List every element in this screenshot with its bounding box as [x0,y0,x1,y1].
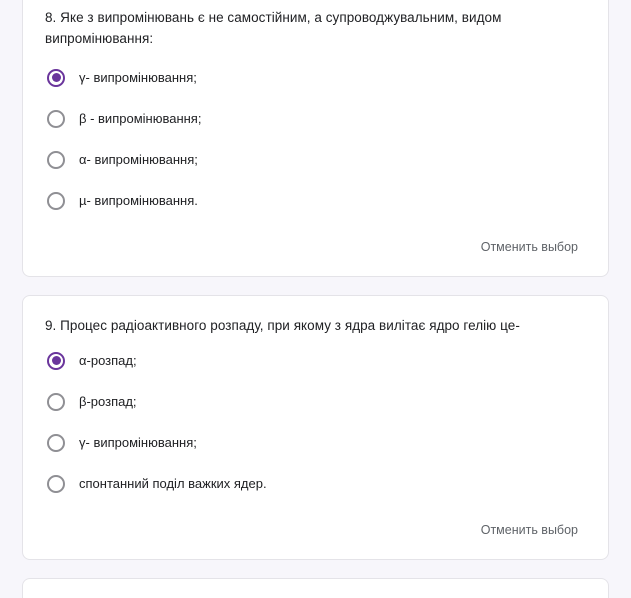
radio-button[interactable] [47,110,65,128]
option-label: β - випромінювання; [79,110,202,126]
option-row[interactable] [45,343,586,379]
options-group-9 [45,343,586,502]
radio-button-selected[interactable] [47,352,65,370]
radio-button[interactable] [47,192,65,210]
option-row[interactable] [45,384,586,420]
option-row[interactable] [45,60,586,96]
clear-selection-button[interactable]: Отменить выбор [473,234,586,260]
option-row[interactable] [45,142,586,178]
option-label: γ- випромінювання; [79,69,197,85]
option-label: α-розпад; [79,352,137,368]
option-label: γ- випромінювання; [79,434,197,450]
radio-button-selected[interactable] [47,69,65,87]
option-row[interactable] [45,425,586,461]
option-label: спонтанний поділ важких ядер. [79,475,267,491]
radio-button[interactable] [47,475,65,493]
option-row[interactable] [45,101,586,137]
next-question-card-partial [22,578,609,598]
question-card-8 [22,0,609,277]
card-footer [45,224,586,266]
question-text: 8. Яке з випромінювань є не самостійним, а супроводжувальним, видом випромінювання: [45,10,502,46]
option-row[interactable] [45,466,586,502]
option-label: µ- випромінювання. [79,192,198,208]
option-label: α- випромінювання; [79,151,198,167]
option-row[interactable] [45,183,586,219]
question-text: 9. Процес радіоактивного розпаду, при якому з ядра вилітає ядро гелію це- [45,317,520,333]
radio-button[interactable] [47,151,65,169]
question-card-9 [22,295,609,560]
radio-button[interactable] [47,434,65,452]
radio-button[interactable] [47,393,65,411]
options-group-8 [45,60,586,219]
card-footer [45,507,586,549]
option-label: β-розпад; [79,393,137,409]
clear-selection-button[interactable]: Отменить выбор [473,517,586,543]
